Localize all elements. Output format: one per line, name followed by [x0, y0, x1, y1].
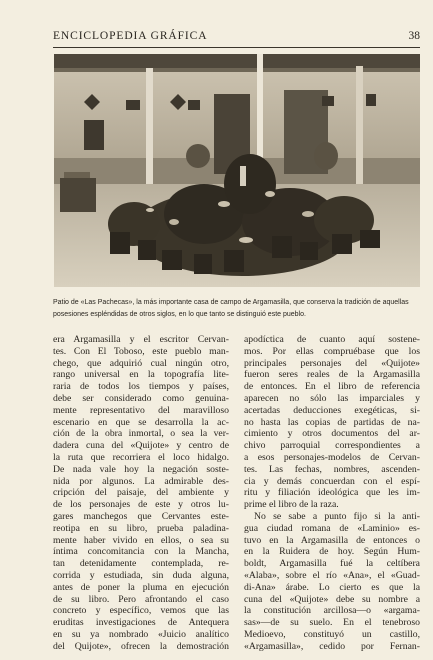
text-line: De nada vale hoy la negación soste-: [53, 463, 229, 475]
text-line: del Quijote», ofrecen la demostración: [53, 640, 229, 652]
text-line: cimiento y otros documentos del ar-: [244, 428, 420, 440]
text-line: chego, que adquirió cual ningún otro,: [53, 357, 229, 369]
running-header: [53, 30, 420, 46]
text-line: acertadas deducciones exegéticas, si-: [244, 404, 420, 416]
text-line: boldt, Argamasilla fué la celtíbera: [244, 558, 420, 570]
text-line: en su ya nombrado «Juicio analítico: [53, 628, 229, 640]
text-line: di-Ana» árabe. Lo cierto es que la: [244, 581, 420, 593]
text-line: ritu y filiación ideológica que les im-: [244, 487, 420, 499]
text-line: mos. Por ellas compruébase que los: [244, 345, 420, 357]
text-line: cia y demás concuerdan con el espí-: [244, 475, 420, 487]
text-line: chivo parroquial correspondientes a: [244, 440, 420, 452]
text-line: principales personajes del «Quijote»: [244, 357, 420, 369]
text-line: no hasta las copias de partidas de na-: [244, 416, 420, 428]
text-line: Medioevo, constituyó un castillo,: [244, 628, 420, 640]
text-line: escenario en que se desarrolla la ac-: [53, 416, 229, 428]
text-line: corrida y estudiada, sin duda alguna,: [53, 569, 229, 581]
text-line: tes. Con El Toboso, este pueblo man-: [53, 345, 229, 357]
text-line: íntima concomitancia con la Mancha,: [53, 546, 229, 558]
text-line: gua ciudad romana de «Laminio» es-: [244, 522, 420, 534]
text-line: la ruta que recorriera el loco hidalgo.: [53, 451, 229, 463]
text-line: rango universal en la topografía lite-: [53, 369, 229, 381]
text-line: raria de todos los tiempos y países,: [53, 381, 229, 393]
text-line: No se sabe a punto fijo si la anti-: [254, 510, 420, 522]
text-line: era Argamasilla y el escritor Cervan-: [53, 334, 229, 345]
text-line: nida por algunos. La admirable des-: [53, 475, 229, 487]
text-line: cuna del «Quijote» debe su nombre a: [244, 593, 420, 605]
text-line: cripción del paisaje, del ambiente y: [53, 487, 229, 499]
text-line: tan detenidamente contemplada, re-: [53, 558, 229, 570]
text-column-left: [53, 334, 229, 653]
header-rule: [53, 47, 420, 48]
text-line: a esos personajes-modelos de Cervan-: [244, 451, 420, 463]
text-line: apodíctica de cuanto aquí sostene-: [244, 334, 420, 345]
text-line: eruditas investigaciones de Antequera: [53, 617, 229, 629]
text-line: mente haber vivido en ellos, o sea su: [53, 534, 229, 546]
page-number: 38: [408, 30, 420, 42]
text-line: concreto y específico, vemos que las: [53, 605, 229, 617]
text-line: de los personajes de este y otros lu-: [53, 499, 229, 511]
text-line: «Argamasilla», cedido por Fernan-: [244, 640, 420, 652]
text-line: gares manchegos que Cervantes este-: [53, 510, 229, 522]
text-line: fueron seres reales de la Argamasilla: [244, 369, 420, 381]
text-line: de su libro. Pero afrontando el caso: [53, 593, 229, 605]
text-line: «Alaba», sobre el río «Ana», el «Guad-: [244, 569, 420, 581]
text-line: en la Ruidera de hoy. Según Hum-: [244, 546, 420, 558]
text-line: antes de poner la pluma en ejecución: [53, 581, 229, 593]
figure-caption: Patio de «Las Pachecas», la más importante casa de campo de Argamasilla, que conserva la tradición de aquellas posesiones espléndidas de otros siglos, en lo que tanto se distinguió este pueblo.: [53, 299, 409, 318]
text-line: dadera cuna del «Quijote» y centro de: [53, 440, 229, 452]
text-line: mente representativo del maravilloso: [53, 404, 229, 416]
text-line: sas»—de su suelo. En el tenebroso: [244, 617, 420, 629]
courtyard-photo: [54, 54, 420, 287]
journal-title: ENCICLOPEDIA GRÁFICA: [53, 30, 208, 42]
text-line: tuvo en la Argamasilla de entonces o: [244, 534, 420, 546]
text-line: tes. Las fechas, nombres, ascenden-: [244, 463, 420, 475]
text-line: debe ser considerado como genuina-: [53, 392, 229, 404]
text-line: la constitución arcillosa—o «argama-: [244, 605, 420, 617]
text-line: prime el libro de la raza.: [244, 499, 339, 511]
text-line: aparecen no sólo las imparciales y: [244, 392, 420, 404]
text-line: de entonces. En el libro de referencia: [244, 381, 420, 393]
text-line: reotipa en su libro, prueba paladina-: [53, 522, 229, 534]
text-column-right: [244, 334, 420, 653]
text-line: ción de la obra inmortal, o sea la ver-: [53, 428, 229, 440]
